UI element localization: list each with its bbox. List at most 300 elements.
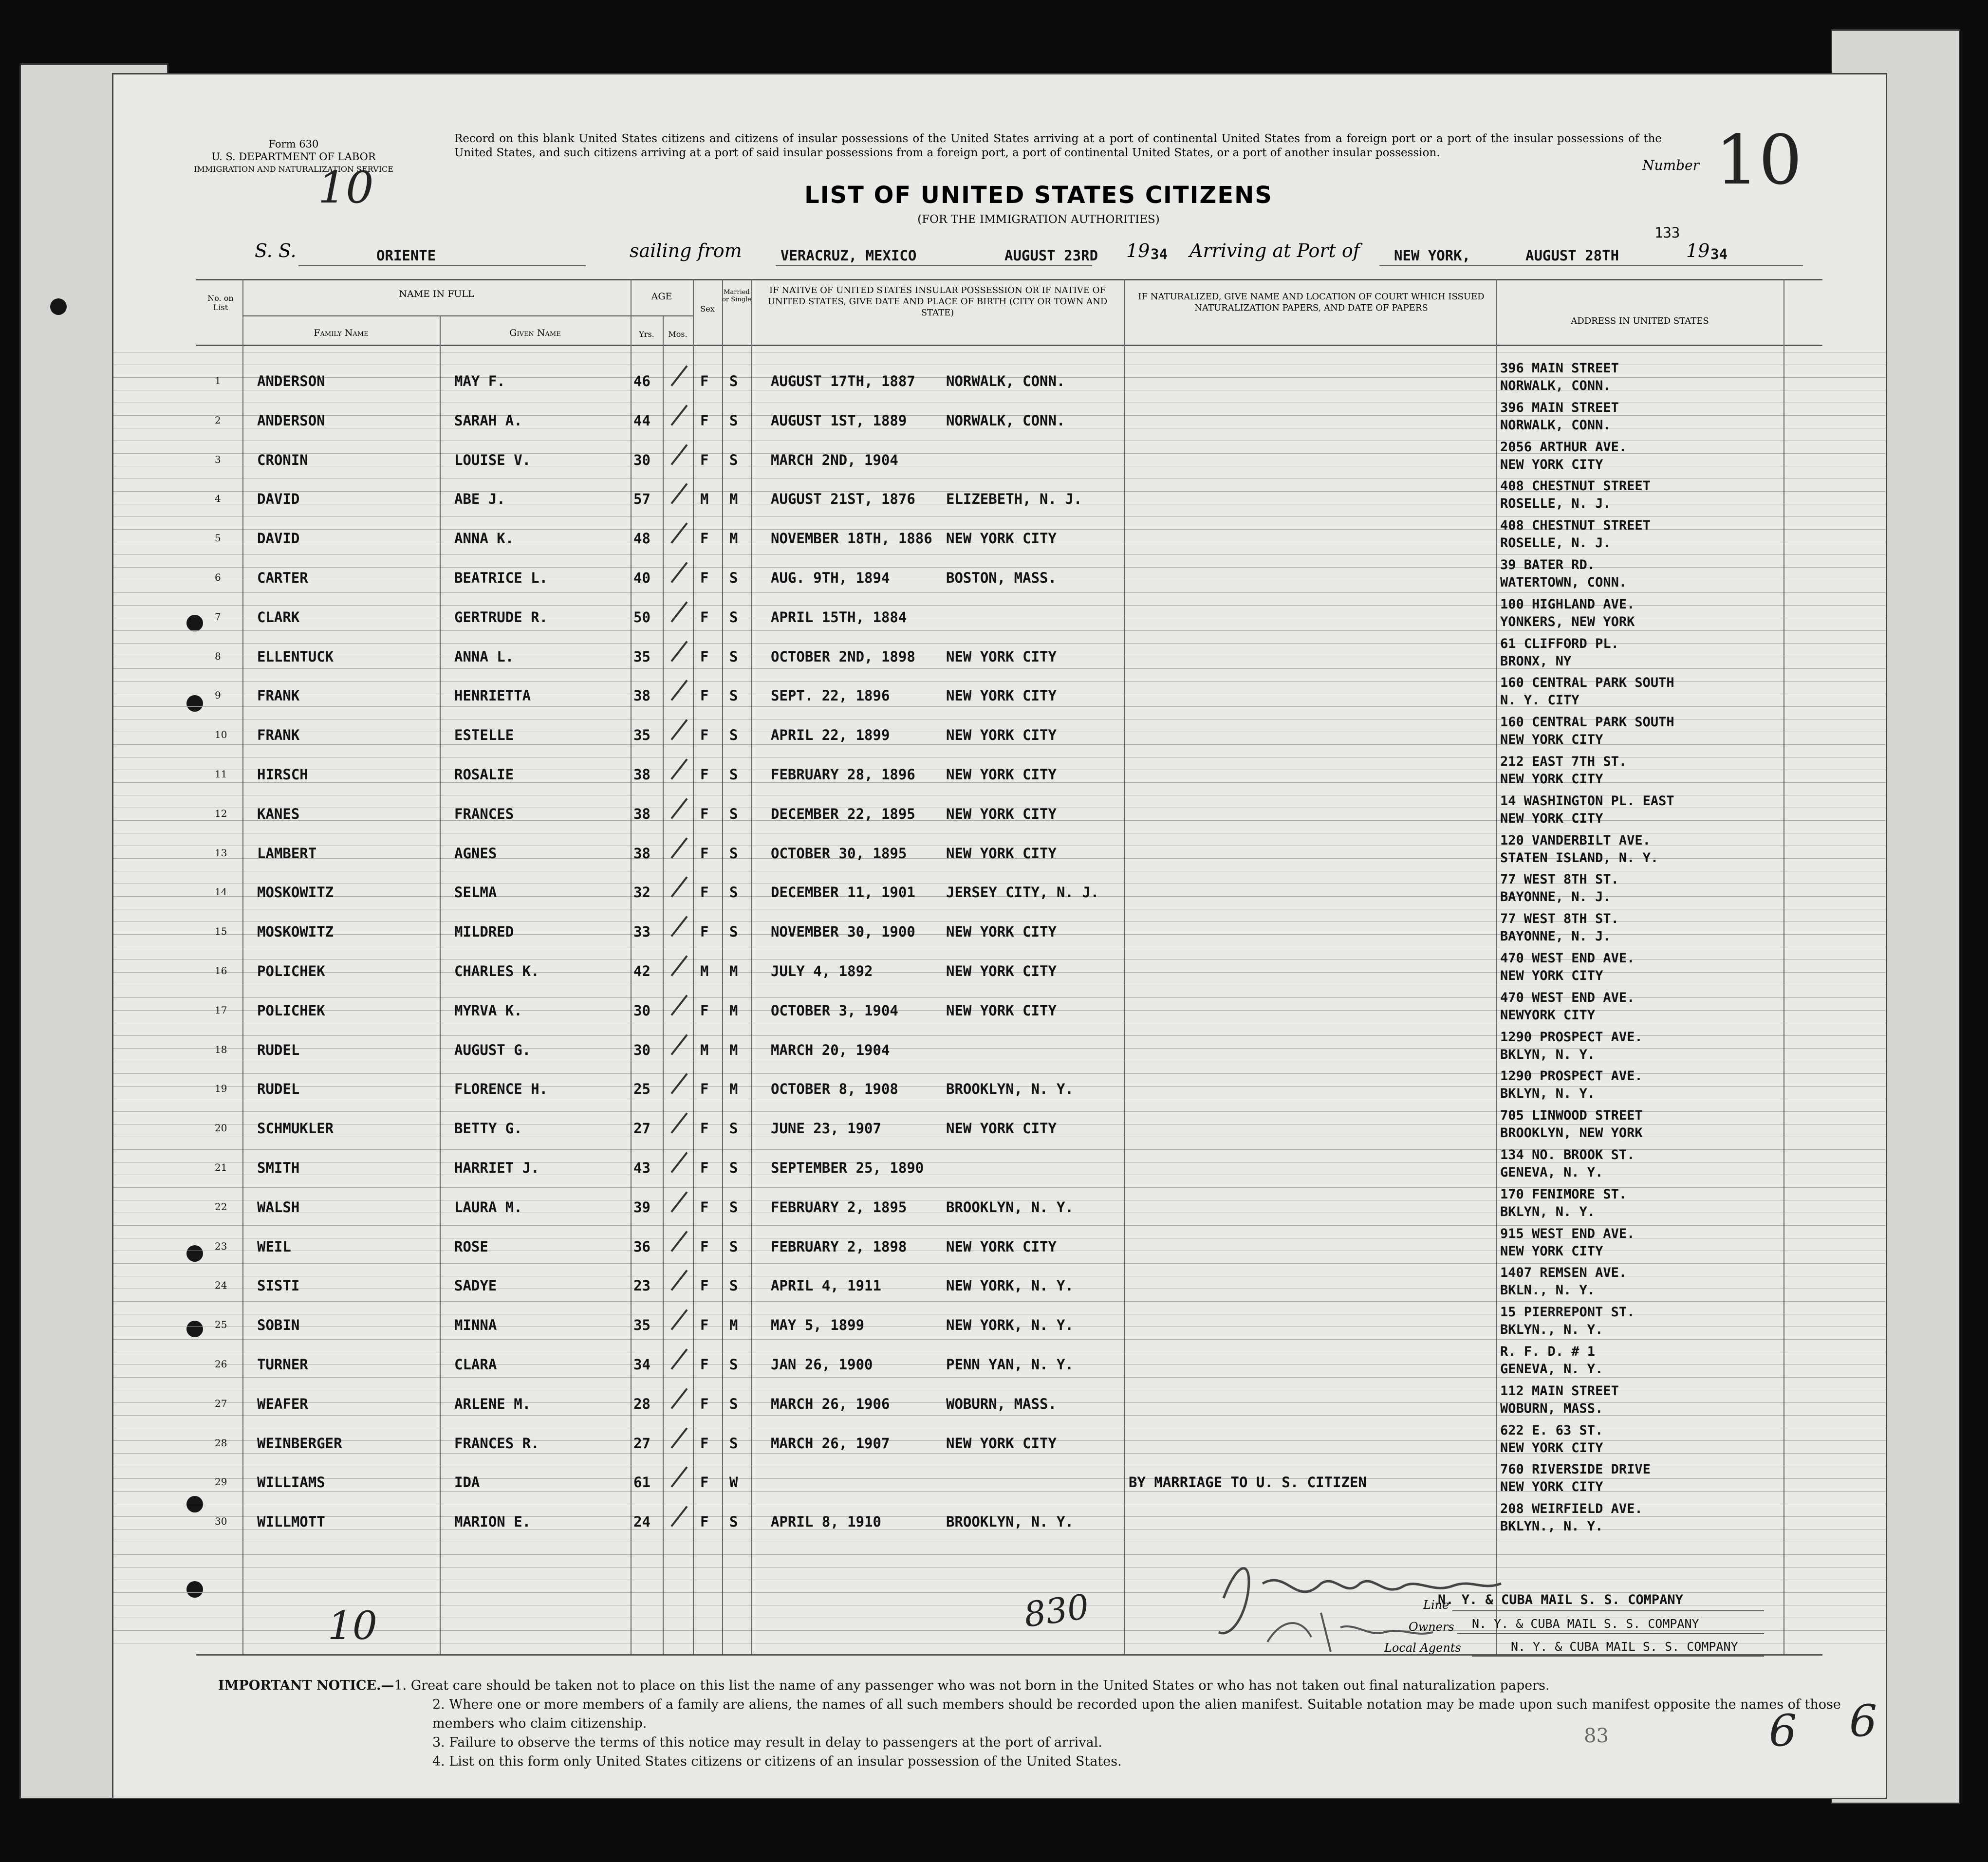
address-line-2: NEW YORK CITY <box>1500 968 1603 983</box>
family-name: DAVID <box>257 530 300 547</box>
address-line-1: 1407 REMSEN AVE. <box>1500 1265 1627 1281</box>
corner-mark-6-edge: 6 <box>1849 1696 1877 1747</box>
col-divider <box>751 279 752 1654</box>
birth-place: NEW YORK CITY <box>946 923 1057 940</box>
age-years: 32 <box>633 884 650 901</box>
check-mark <box>670 1034 687 1055</box>
family-name: WALSH <box>257 1198 300 1216</box>
header-given-name: Given Name <box>509 328 561 338</box>
ledger-rule <box>113 1453 1886 1454</box>
depart-year: 34 <box>1151 246 1168 262</box>
row-number: 6 <box>215 572 221 583</box>
number-label: Number <box>1642 157 1699 173</box>
age-years: 46 <box>633 373 650 389</box>
given-name: ABE J. <box>454 491 505 508</box>
ledger-rule <box>113 1554 1886 1555</box>
given-name: ANNA L. <box>454 648 514 665</box>
check-mark <box>670 758 687 779</box>
sex-code: F <box>700 1081 709 1098</box>
birth-date: AUGUST 21ST, 1876 <box>771 491 915 508</box>
address-line-1: 77 WEST 8TH ST. <box>1500 911 1619 927</box>
arrive-year-prefix: 19 <box>1686 240 1710 261</box>
marital-status: S <box>729 648 738 665</box>
table-top-rule <box>196 279 1822 280</box>
family-name: WILLMOTT <box>257 1513 325 1530</box>
age-years: 38 <box>633 805 650 822</box>
check-mark <box>670 1467 687 1488</box>
address-line-1: 61 CLIFFORD PL. <box>1500 636 1619 651</box>
given-name: IDA <box>454 1474 480 1491</box>
sex-code: F <box>700 1120 709 1137</box>
address-line-1: 408 CHESTNUT STREET <box>1500 479 1651 494</box>
age-years: 38 <box>633 766 650 783</box>
age-years: 50 <box>633 608 650 626</box>
row-number: 11 <box>215 768 227 780</box>
birth-place: NEW YORK CITY <box>946 766 1057 783</box>
age-years: 48 <box>633 530 650 547</box>
sex-code: F <box>700 1356 709 1373</box>
owners-label: Owners <box>1409 1620 1454 1634</box>
ledger-rule <box>113 1415 1886 1416</box>
arrival-underline <box>1379 265 1803 266</box>
age-years: 33 <box>633 923 650 940</box>
given-name: BEATRICE L. <box>454 570 548 586</box>
address-line-2: GENEVA, N. Y. <box>1500 1165 1603 1180</box>
arriving-label: Arriving at Port of <box>1189 240 1360 261</box>
address-line-2: BKLYN., N. Y. <box>1500 1519 1603 1534</box>
col-divider <box>663 315 664 1654</box>
marital-status: S <box>729 845 738 862</box>
birth-date: MARCH 20, 1904 <box>771 1041 890 1058</box>
address-line-1: 408 CHESTNUT STREET <box>1500 518 1651 534</box>
age-years: 43 <box>633 1160 650 1176</box>
marital-status: M <box>729 1081 738 1098</box>
birth-date: MARCH 26, 1906 <box>771 1395 890 1412</box>
family-name: WILLIAMS <box>257 1474 325 1491</box>
address-line-1: 915 WEST END AVE. <box>1500 1226 1635 1241</box>
address-line-1: 77 WEST 8TH ST. <box>1500 872 1619 887</box>
sex-code: F <box>700 1474 709 1491</box>
punch-hole <box>186 1321 203 1337</box>
address-line-1: R. F. D. # 1 <box>1500 1344 1596 1359</box>
sex-code: F <box>700 687 709 704</box>
age-years: 36 <box>633 1238 650 1255</box>
family-name: RUDEL <box>257 1041 300 1058</box>
birth-date: JUNE 23, 1907 <box>771 1120 881 1137</box>
check-mark <box>670 365 687 386</box>
form-title: LIST OF UNITED STATES CITIZENS <box>804 182 1273 209</box>
sex-code: F <box>700 884 709 901</box>
notice-2: 2. Where one or more members of a family are aliens, the names of all such members should be recorded upon the alien manifest. Suitable notation may be made upon such manifest opposite the names of those members who claim citizenship. <box>432 1697 1841 1731</box>
marital-status: S <box>729 451 738 468</box>
age-years: 42 <box>633 963 650 979</box>
address-line-1: 134 NO. BROOK ST. <box>1500 1147 1635 1162</box>
birth-place: NEW YORK CITY <box>946 687 1057 704</box>
address-line-2: NEW YORK CITY <box>1500 1440 1603 1456</box>
sex-code: M <box>700 1041 709 1058</box>
given-name: LAURA M. <box>454 1198 522 1216</box>
sex-code: M <box>700 491 709 508</box>
marital-status: S <box>729 1238 738 1255</box>
birth-place: PENN YAN, N. Y. <box>946 1356 1074 1373</box>
origin-underline <box>776 265 1092 266</box>
ledger-rule <box>113 1048 1886 1049</box>
address-line-2: NEW YORK CITY <box>1500 1243 1603 1259</box>
birth-date: FEBRUARY 2, 1898 <box>771 1238 907 1255</box>
address-line-2: BKLYN, N. Y. <box>1500 1047 1596 1062</box>
address-line-1: 112 MAIN STREET <box>1500 1383 1619 1399</box>
owners-value: N. Y. & CUBA MAIL S. S. COMPANY <box>1472 1617 1699 1631</box>
record-instructions: Record on this blank United States citizens and citizens of insular possessions of the United States arriving at a port of continental United States from a foreign port or a port of the insular possessions of the United States, and such citizens arriving at a port of said insular possessions from a foreign port, a port of continental United States, or a port of another insular possession. <box>454 132 1662 159</box>
marital-status: S <box>729 923 738 940</box>
marital-status: M <box>729 491 738 508</box>
birth-place: NEW YORK CITY <box>946 1238 1057 1255</box>
birth-place: NEW YORK CITY <box>946 845 1057 862</box>
birth-place: NEW YORK CITY <box>946 727 1057 744</box>
depart-date: AUGUST 23RD <box>1004 247 1098 264</box>
age-years: 34 <box>633 1356 650 1373</box>
address-line-1: 705 LINWOOD STREET <box>1500 1108 1643 1124</box>
birth-place: BROOKLYN, N. Y. <box>946 1198 1074 1216</box>
ship-name: ORIENTE <box>376 247 436 264</box>
col-divider <box>1496 279 1497 1654</box>
family-name: WEAFER <box>257 1395 308 1412</box>
row-number: 15 <box>215 925 227 938</box>
address-line-1: 160 CENTRAL PARK SOUTH <box>1500 675 1674 691</box>
given-name: AGNES <box>454 845 497 862</box>
agents-label: Local Agents <box>1384 1641 1461 1655</box>
marital-status: S <box>729 1395 738 1412</box>
birth-date: APRIL 8, 1910 <box>771 1513 881 1530</box>
family-name: SCHMUKLER <box>257 1120 334 1137</box>
given-name: SARAH A. <box>454 412 522 429</box>
birth-place: NEW YORK CITY <box>946 1120 1057 1137</box>
row-number: 24 <box>215 1279 227 1291</box>
address-line-1: 396 MAIN STREET <box>1500 361 1619 376</box>
family-name: LAMBERT <box>257 845 317 862</box>
sex-code: F <box>700 570 709 586</box>
check-mark <box>670 798 687 819</box>
address-line-2: ROSELLE, N. J. <box>1500 535 1611 551</box>
ledger-rule <box>113 1301 1886 1302</box>
ledger-rule <box>113 1377 1886 1378</box>
age-years: 30 <box>633 1041 650 1058</box>
marital-status: S <box>729 766 738 783</box>
header-married-or-single: Married or Single <box>722 289 751 303</box>
handwritten-footer-10: 10 <box>328 1603 377 1648</box>
family-name: MOSKOWITZ <box>257 923 334 940</box>
punch-hole <box>186 1245 203 1262</box>
marital-status: S <box>729 1120 738 1137</box>
birth-date: NOVEMBER 30, 1900 <box>771 923 915 940</box>
header-birth: IF NATIVE OF UNITED STATES INSULAR POSSESSION OR IF NATIVE OF UNITED STATES, GIVE DATE AND PLACE OF BIRTH (CITY OR TOWN AND STATE) <box>767 285 1108 318</box>
address-line-2: BROOKLYN, NEW YORK <box>1500 1125 1643 1141</box>
age-years: 30 <box>633 1002 650 1019</box>
family-name: FRANK <box>257 727 300 744</box>
marital-status: M <box>729 530 738 547</box>
birth-date: FEBRUARY 2, 1895 <box>771 1198 907 1216</box>
birth-place: NEW YORK CITY <box>946 1002 1057 1019</box>
given-name: MILDRED <box>454 923 514 940</box>
family-name: CLARK <box>257 608 300 626</box>
marital-status: S <box>729 373 738 389</box>
family-name: WEIL <box>257 1238 291 1255</box>
birth-place: WOBURN, MASS. <box>946 1395 1057 1412</box>
arrive-year: 34 <box>1710 246 1728 262</box>
given-name: MAY F. <box>454 373 505 389</box>
row-number: 28 <box>215 1437 227 1449</box>
row-number: 1 <box>215 375 221 387</box>
sex-code: F <box>700 1198 709 1216</box>
given-name: ESTELLE <box>454 727 514 744</box>
check-mark <box>670 680 687 701</box>
sex-code: F <box>700 373 709 389</box>
address-line-2: BKLYN, N. Y. <box>1500 1204 1596 1219</box>
row-number: 13 <box>215 847 227 859</box>
row-number: 10 <box>215 729 227 741</box>
address-line-1: 212 EAST 7TH ST. <box>1500 754 1627 769</box>
address-line-2: NORWALK, CONN. <box>1500 378 1611 393</box>
check-mark <box>670 877 687 898</box>
address-line-1: 470 WEST END AVE. <box>1500 951 1635 966</box>
birth-date: JULY 4, 1892 <box>771 963 873 979</box>
birth-date: APRIL 22, 1899 <box>771 727 890 744</box>
sex-code: F <box>700 530 709 547</box>
birth-date: JAN 26, 1900 <box>771 1356 873 1373</box>
marital-status: S <box>729 1198 738 1216</box>
row-number: 25 <box>215 1319 227 1331</box>
origin-port: VERACRUZ, MEXICO <box>780 247 917 264</box>
row-number: 14 <box>215 886 227 898</box>
header-mos: Mos. <box>668 330 687 339</box>
line-value: N. Y. & CUBA MAIL S. S. COMPANY <box>1438 1592 1683 1607</box>
punch-hole <box>186 1581 203 1598</box>
given-name: MARION E. <box>454 1513 531 1530</box>
birth-place: NORWALK, CONN. <box>946 373 1065 389</box>
header-naturalized: IF NATURALIZED, GIVE NAME AND LOCATION OF COURT WHICH ISSUED NATURALIZATION PAPERS, AND DATE OF PAPERS <box>1138 292 1485 313</box>
family-name: CRONIN <box>257 451 308 468</box>
ledger-rule <box>113 1339 1886 1340</box>
address-line-1: 470 WEST END AVE. <box>1500 990 1635 1005</box>
row-number: 27 <box>215 1397 227 1409</box>
family-name: HIRSCH <box>257 766 308 783</box>
marital-status: M <box>729 963 738 979</box>
ledger-rule <box>113 706 1886 707</box>
given-name: SELMA <box>454 884 497 901</box>
given-name: HARRIET J. <box>454 1160 539 1176</box>
service-name: IMMIGRATION AND NATURALIZATION SERVICE <box>194 165 393 174</box>
given-name: AUGUST G. <box>454 1041 531 1058</box>
given-name: BETTY G. <box>454 1120 522 1137</box>
birth-place: BOSTON, MASS. <box>946 570 1057 586</box>
age-years: 44 <box>633 412 650 429</box>
age-years: 35 <box>633 1317 650 1334</box>
age-years: 23 <box>633 1277 650 1294</box>
birth-place: BROOKLYN, N. Y. <box>946 1081 1074 1098</box>
address-line-1: 14 WASHINGTON PL. EAST <box>1500 793 1674 809</box>
address-line-2: NEW YORK CITY <box>1500 457 1603 472</box>
col-divider <box>631 279 632 1654</box>
address-line-1: 100 HIGHLAND AVE. <box>1500 596 1635 612</box>
family-name: ANDERSON <box>257 412 325 429</box>
marital-status: S <box>729 805 738 822</box>
check-mark <box>670 1309 687 1330</box>
address-line-2: YONKERS, NEW YORK <box>1500 614 1635 629</box>
address-line-1: 1290 PROSPECT AVE. <box>1500 1069 1643 1084</box>
birth-date: AUG. 9TH, 1894 <box>771 570 890 586</box>
age-years: 27 <box>633 1435 650 1452</box>
row-number: 29 <box>215 1476 227 1488</box>
address-line-1: 120 VANDERBILT AVE. <box>1500 832 1651 848</box>
birth-date: AUGUST 17TH, 1887 <box>771 373 915 389</box>
age-years: 30 <box>633 451 650 468</box>
given-name: HENRIETTA <box>454 687 531 704</box>
given-name: FLORENCE H. <box>454 1081 548 1098</box>
address-line-2: NORWALK, CONN. <box>1500 417 1611 433</box>
address-line-1: 170 FENIMORE ST. <box>1500 1186 1627 1202</box>
family-name: POLICHEK <box>257 1002 325 1019</box>
address-line-2: NEW YORK CITY <box>1500 811 1603 826</box>
address-line-1: 622 E. 63 ST. <box>1500 1422 1603 1438</box>
check-mark <box>670 601 687 622</box>
birth-place: NEW YORK CITY <box>946 805 1057 822</box>
marital-status: W <box>729 1474 738 1491</box>
sex-code: F <box>700 412 709 429</box>
depart-year-prefix: 19 <box>1126 240 1150 261</box>
check-mark <box>670 1388 687 1409</box>
birth-place: NEW YORK CITY <box>946 530 1057 547</box>
family-name: SOBIN <box>257 1317 300 1334</box>
sex-code: F <box>700 805 709 822</box>
address-line-2: BKLN., N. Y. <box>1500 1283 1596 1298</box>
header-name-in-full: NAME IN FULL <box>399 289 474 299</box>
address-line-1: 2056 ARTHUR AVE. <box>1500 439 1627 455</box>
marital-status: S <box>729 412 738 429</box>
row-number: 23 <box>215 1240 227 1252</box>
notice-1: 1. Great care should be taken not to place on this list the name of any passenger who was not born in the United States or who has not taken out final naturalization papers. <box>394 1678 1550 1693</box>
col-divider <box>722 279 723 1654</box>
address-line-2: STATEN ISLAND, N. Y. <box>1500 850 1659 866</box>
sex-code: F <box>700 1395 709 1412</box>
birth-date: APRIL 4, 1911 <box>771 1277 881 1294</box>
arrival-date: AUGUST 28TH <box>1525 247 1619 264</box>
check-mark <box>670 1112 687 1133</box>
given-name: ROSALIE <box>454 766 514 783</box>
birth-date: AUGUST 1ST, 1889 <box>771 412 907 429</box>
family-name: DAVID <box>257 491 300 508</box>
ledger-rule <box>113 567 1886 568</box>
header-yrs: Yrs. <box>639 330 654 339</box>
stamp-number: 133 <box>1654 224 1680 241</box>
sex-code: F <box>700 608 709 626</box>
given-name: ROSE <box>454 1238 488 1255</box>
form-number: Form 630 <box>268 138 319 150</box>
given-name: MYRVA K. <box>454 1002 522 1019</box>
age-years: 61 <box>633 1474 650 1491</box>
check-mark <box>670 483 687 504</box>
sex-code: M <box>700 963 709 979</box>
address-line-2: BKLYN, N. Y. <box>1500 1086 1596 1102</box>
check-mark <box>670 1231 687 1252</box>
sex-code: F <box>700 1160 709 1176</box>
corner-mark-6: 6 <box>1769 1705 1797 1756</box>
birth-place: NEW YORK, N. Y. <box>946 1277 1074 1294</box>
agents-underline <box>1472 1656 1764 1657</box>
check-mark <box>670 955 687 976</box>
marital-status: M <box>729 1002 738 1019</box>
marital-status: S <box>729 608 738 626</box>
birth-place: ELIZEBETH, N. J. <box>946 491 1082 508</box>
address-line-1: 760 RIVERSIDE DRIVE <box>1500 1462 1651 1477</box>
agents-value: N. Y. & CUBA MAIL S. S. COMPANY <box>1511 1640 1738 1654</box>
address-line-2: NEW YORK CITY <box>1500 1479 1603 1495</box>
row-number: 22 <box>215 1200 227 1213</box>
row-number: 16 <box>215 965 227 977</box>
row-number: 21 <box>215 1161 227 1173</box>
row-number: 20 <box>215 1122 227 1134</box>
sex-code: F <box>700 648 709 665</box>
birth-place: BROOKLYN, N. Y. <box>946 1513 1074 1530</box>
marital-status: S <box>729 727 738 744</box>
ship-underline <box>298 265 586 266</box>
address-line-2: GENEVA, N. Y. <box>1500 1362 1603 1377</box>
birth-date: FEBRUARY 28, 1896 <box>771 766 915 783</box>
row-number: 9 <box>215 689 221 701</box>
page-stamp-number: 83 <box>1584 1725 1609 1747</box>
row-number: 17 <box>215 1004 227 1016</box>
address-line-2: BAYONNE, N. J. <box>1500 929 1611 944</box>
birth-place: JERSEY CITY, N. J. <box>946 884 1099 901</box>
header-family-name: Family Name <box>314 328 369 338</box>
punch-hole <box>50 298 67 315</box>
address-line-1: 39 BATER RD. <box>1500 557 1596 572</box>
given-name: FRANCES R. <box>454 1435 539 1452</box>
birth-date: OCTOBER 3, 1904 <box>771 1002 898 1019</box>
row-number: 12 <box>215 807 227 819</box>
given-name: ANNA K. <box>454 530 514 547</box>
birth-date: APRIL 15TH, 1884 <box>771 608 907 626</box>
check-mark <box>670 1191 687 1212</box>
col-divider <box>242 279 243 1654</box>
form-subtitle: (FOR THE IMMIGRATION AUTHORITIES) <box>917 213 1160 226</box>
name-subheader-rule <box>242 315 693 316</box>
ledger-rule <box>113 643 1886 644</box>
birth-date: OCTOBER 8, 1908 <box>771 1081 898 1098</box>
sex-code: F <box>700 1317 709 1334</box>
line-label: Line <box>1423 1598 1449 1612</box>
check-mark <box>670 719 687 740</box>
header-sex: Sex <box>700 304 715 313</box>
header-age: AGE <box>651 291 672 302</box>
naturalization-note: BY MARRIAGE TO U. S. CITIZEN <box>1129 1474 1367 1491</box>
row-number: 5 <box>215 532 221 544</box>
row-number: 19 <box>215 1083 227 1095</box>
birth-date: SEPTEMBER 25, 1890 <box>771 1160 924 1176</box>
age-years: 40 <box>633 570 650 586</box>
check-mark <box>670 444 687 465</box>
address-line-2: N. Y. CITY <box>1500 693 1579 708</box>
handwritten-page-mark: 10 <box>318 162 374 213</box>
sex-code: F <box>700 845 709 862</box>
given-name: LOUISE V. <box>454 451 531 468</box>
sex-code: F <box>700 1002 709 1019</box>
check-mark <box>670 837 687 858</box>
age-years: 35 <box>633 648 650 665</box>
marital-status: S <box>729 1513 738 1530</box>
ledger-rule <box>113 592 1886 593</box>
birth-place: NEW YORK, N. Y. <box>946 1317 1074 1334</box>
ledger-rule <box>113 1491 1886 1492</box>
